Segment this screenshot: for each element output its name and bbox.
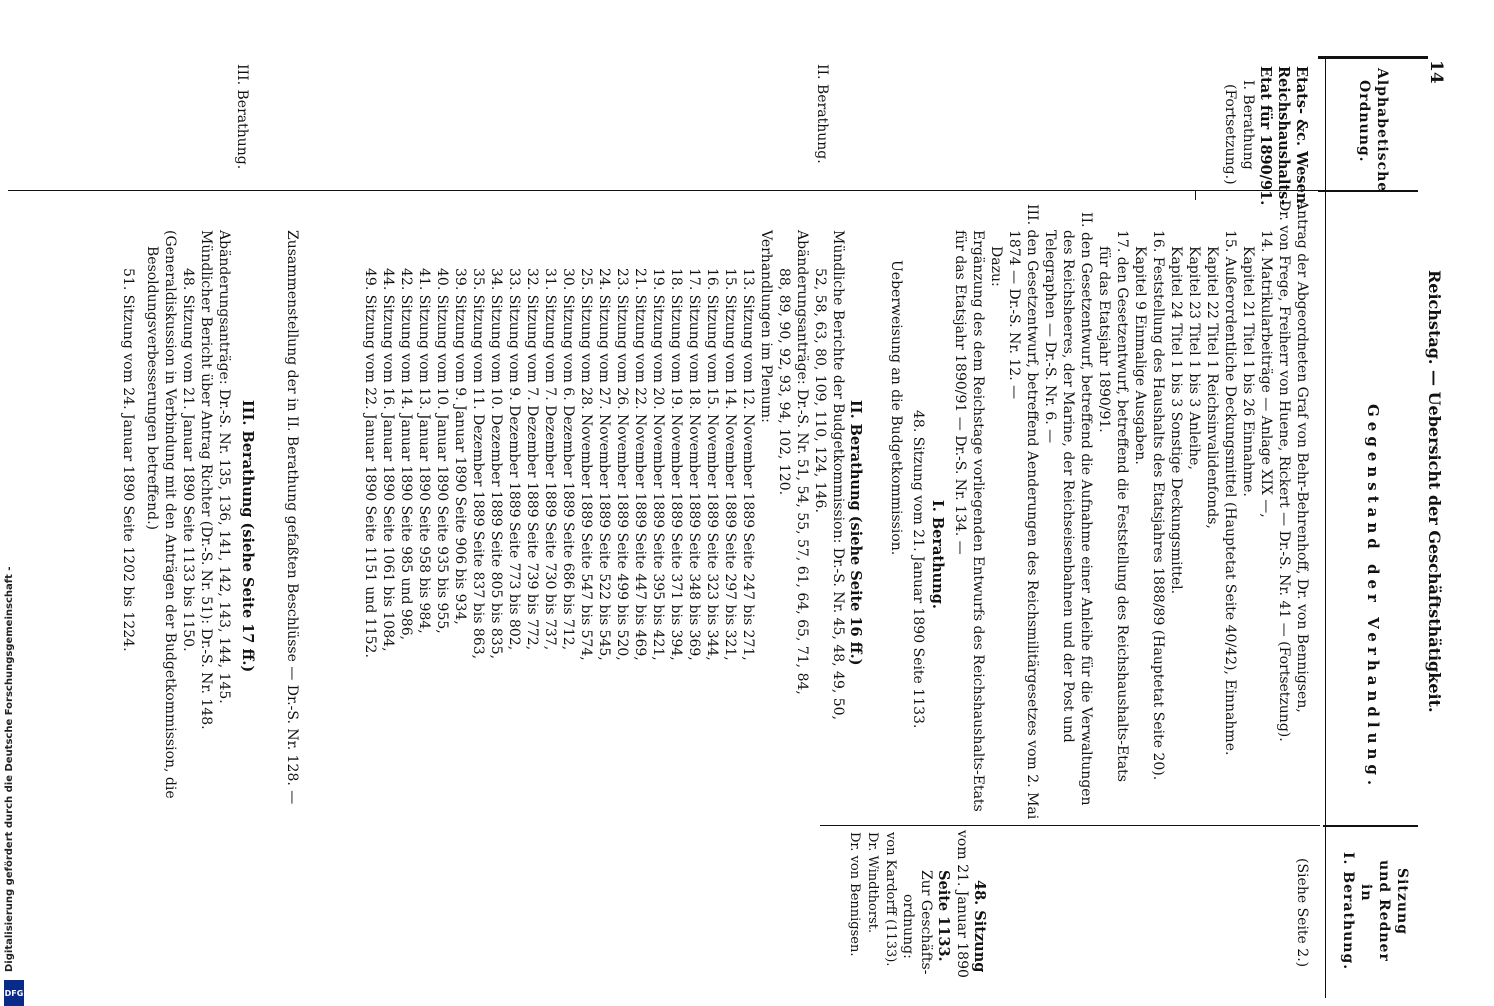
body-line-4: Kapitel 21 Titel 1 bis 26 Einnahme. [1240,246,1256,497]
body-line-24: II. Berathung (siehe Seite 16 ff.) [847,400,864,666]
column-header-middle: Gegenstand der Verhandlung. [1364,404,1382,791]
right-redner-1: Zur Geschäfts- [918,870,934,975]
running-title: Reichstag. — Uebersicht der Geschäftsthätigkeit. [1425,270,1444,713]
body-line-18: Dazu: [988,246,1004,287]
body-line-25: Mündliche Berichte der Budgetkommission: Dr.-S. Nr. 45, 48, 49, 50, [830,230,846,721]
body-line-20: für das Etatsjahr 1890/91 — Dr.-S. Nr. 134. — [952,230,968,555]
right-redner-5: Dr. von Bennigsen. [847,832,862,957]
left-entry-line-5: (Fortsetzung.) [1222,84,1238,185]
body-line-8: Kapitel 24 Titel 1 bis 3 Sonstige Deckungsmittel. [1168,246,1184,595]
right-sitzung-1: 48. Sitzung [971,880,988,973]
body-line-9: 16. Feststellung des Haushalts des Etatsjahres 1888/89 (Hauptetat Seite 20). [1150,230,1166,781]
session-row-20: 42. Sitzung vom 14. Januar 1890 Seite 985 und 986, [398,268,414,641]
body-line-15: Telegraphen — Dr.-S. Nr. 6. — [1042,230,1058,444]
header-rule-left [1318,190,1418,192]
session-row-14: 33. Sitzung vom 9. Dezember 1889 Seite 773 bis 802, [506,268,522,651]
dfg-logo: DFG [4,980,24,1006]
column-header-right-3: in [1358,884,1374,902]
session-row-4: 17. Sitzung vom 18. November 1889 Seite 348 bis 369, [686,268,702,661]
body-line-22: 48. Sitzung vom 21. Januar 1890 Seite 1133. [910,410,926,729]
body-line-19: Ergänzung des dem Reichstage vorliegenden Entwurfs des Reichshaushalts-Etats [970,230,986,812]
right-sitzung-2: vom 21. Januar 1890 [954,830,970,978]
body-line-17: 1874 — Dr.-S. Nr. 12. — [1006,230,1022,400]
session-row-2: 15. Sitzung vom 14. November 1889 Seite 297 bis 321, [722,268,738,661]
body-line-14: des Reichsheeres, der Marine, der Reichseisenbahnen und der Post und [1060,230,1076,743]
body-line-1: Antrag der Abgeordneten Graf von Behr-Behrenhoff, Dr. von Bennigsen, [1294,200,1310,713]
left-entry-line-3: Etat für 1890/91. [1257,66,1274,206]
column-header-left-1: Alphabetische [1374,68,1390,193]
body-line-13: II. den Gesetzentwurf, betreffend die Aufnahme einer Anleihe für die Verwaltungen [1078,212,1094,806]
left-column-rule [1195,190,1196,200]
column-header-right-1: Sitzung [1394,868,1410,935]
session-row-8: 23. Sitzung vom 26. November 1889 Seite 499 bis 520, [614,268,630,661]
page-number: 14 [1426,60,1446,84]
right-redner-3: von Kardorff (1133). [883,832,898,967]
right-sitzung-3: Seite 1133. [935,870,952,962]
column-header-left-2: Ordnung. [1356,80,1372,163]
body-line-2: Dr. von Frege, Freiherr von Huene, Rickert — Dr.-S. Nr. 41 — (Fortsetzung). [1276,200,1292,742]
body-line-29: Verhandlungen im Plenum: [758,230,774,423]
left-ii-berathung: II. Berathung. [814,64,830,164]
iii-line-2: Abänderungsanträge: Dr.-S. Nr. 135, 136, 141, 142, 143, 144, 145. [216,230,232,704]
zusammenstellung: Zusammenstellung der in II. Berathung gefaßten Beschlüsse — Dr.-S. Nr. 128. — [284,230,300,805]
session-row-15: 34. Sitzung vom 10. Dezember 1889 Seite 805 bis 835, [488,268,504,660]
session-row-16: 35. Sitzung vom 11. Dezember 1889 Seite 837 bis 863, [470,268,486,660]
iii-line-1: III. Berathung (siehe Seite 17 ff.) [239,400,256,673]
body-line-12: für das Etatsjahr 1890/91. [1096,246,1112,433]
top-rule [1318,56,1428,59]
session-row-21: 44. Sitzung vom 16. Januar 1890 Seite 1061 bis 1084, [380,268,396,652]
session-row-11: 30. Sitzung vom 6. Dezember 1889 Seite 686 bis 712, [560,268,576,651]
right-see-page: (Siehe Seite 2.) [1294,858,1310,968]
session-row-9: 24. Sitzung vom 27. November 1889 Seite 522 bis 545, [596,268,612,661]
header-rule-right [1323,825,1418,827]
body-line-21: I. Berathung. [929,500,946,609]
body-line-7: Kapitel 23 Titel 1 bis 3 Anleihe, [1186,246,1202,470]
left-entry-line-2: Reichshaushalts- [1275,66,1292,206]
session-row-10: 25. Sitzung vom 28. November 1889 Seite 547 bis 574, [578,268,594,661]
body-line-26: 52, 58, 63, 80, 109, 110, 124, 146. [812,268,828,513]
right-redner-2: ordnung: [900,894,916,959]
body-line-3: 14. Matrikularbeiträge — Anlage XIX —, [1258,230,1274,518]
column-divider-right [820,825,1320,826]
session-row-19: 41. Sitzung vom 13. Januar 1890 Seite 958 bis 984, [416,268,432,634]
column-header-right-4: I. Berathung. [1340,852,1356,971]
body-line-23: Ueberweisung an die Budgetkommission. [888,260,904,556]
right-redner-4: Dr. Windthorst. [865,832,880,934]
session-row-13: 32. Sitzung vom 7. Dezember 1889 Seite 739 bis 772, [524,268,540,651]
session-row-12: 31. Sitzung vom 7. Dezember 1889 Seite 730 bis 737, [542,268,558,651]
footer-text: Digitalisierung gefördert durch die Deutsche Forschungsgemeinschaft - [4,566,15,972]
body-line-5: 15. Außerordentliche Deckungsmittel (Hauptetat Seite 40/42), Einnahme. [1222,230,1238,756]
column-divider-left [8,190,1318,191]
session-row-17: 39. Sitzung vom 9. Januar 1890 Seite 906 bis 934, [452,268,468,625]
column-header-right-2: und Redner [1376,860,1392,962]
body-line-6: Kapitel 22 Titel 1 Reichsinvalidenfonds, [1204,246,1220,529]
iii-line-4: 48. Sitzung vom 21. Januar 1890 Seite 1133 bis 1150. [180,268,196,652]
iii-line-6: Besoldungsverbesserungen betreffend.) [144,246,160,531]
session-row-3: 16. Sitzung vom 15. November 1889 Seite 323 bis 344, [704,268,720,661]
session-row-6: 19. Sitzung vom 20. November 1889 Seite 395 bis 421, [650,268,666,661]
body-line-11: 17. den Gesetzentwurf, betreffend die Feststellung des Reichshaushalts-Etats [1114,230,1130,782]
digitization-footer [4,10,24,998]
body-line-10: Kapitel 9 Einmalige Ausgaben. [1132,246,1148,465]
session-row-18: 40. Sitzung vom 10. Januar 1890 Seite 935 bis 955, [434,268,450,634]
body-line-16: III. den Gesetzentwurf, betreffend Aenderungen des Reichsmilitärgesetzes vom 2. Mai [1024,204,1040,820]
iii-line-3: Mündlicher Bericht über Antrag Richter (Dr.-S. Nr. 51): Dr.-S. Nr. 148. [198,230,214,730]
iii-line-5: (Generaldiskussion in Verbindung mit den Anträgen der Budgetkommission, die [162,230,178,799]
iii-line-7: 51. Sitzung vom 24. Januar 1890 Seite 1202 bis 1224. [120,268,136,652]
body-line-27: Abänderungsanträge: Dr.-S. Nr. 51, 54, 55, 57, 61, 64, 65, 71, 84, [794,230,810,695]
session-row-22: 49. Sitzung vom 22. Januar 1890 Seite 1151 und 1152. [362,268,378,658]
left-entry-line-1: Etats- &c. Wesen. [1293,66,1310,209]
left-iii-berathung: III. Berathung. [234,64,250,170]
session-row-1: 13. Sitzung vom 12. November 1889 Seite 247 bis 271, [740,268,756,661]
header-divider [1325,58,1326,998]
left-entry-line-4: I. Berathung [1240,80,1256,170]
body-line-28: 88, 89, 90, 92, 93, 94, 102, 120. [776,268,792,496]
session-row-7: 21. Sitzung vom 22. November 1889 Seite 447 bis 469, [632,268,648,661]
session-row-5: 18. Sitzung vom 19. November 1889 Seite 371 bis 394, [668,268,684,661]
